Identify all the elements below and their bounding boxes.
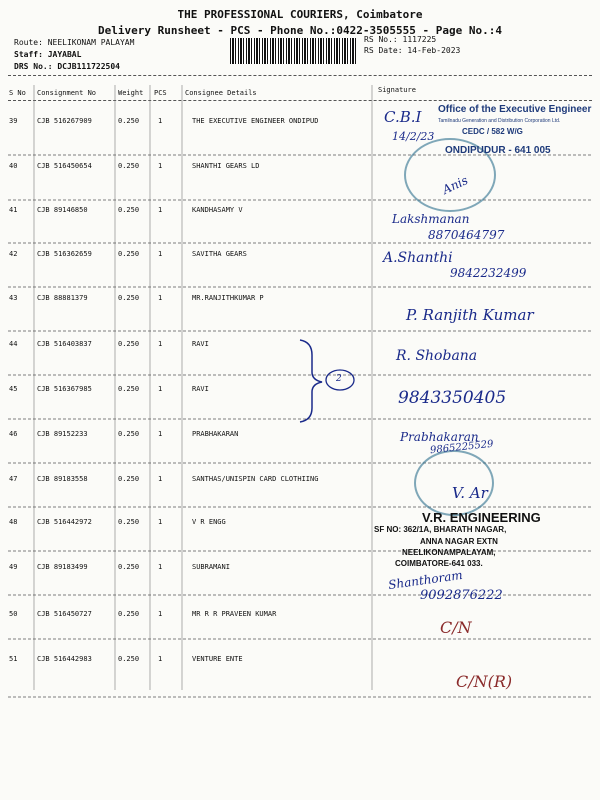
row-weight: 0.250 [118, 250, 140, 258]
row-consignee: PRABHAKARAN [192, 430, 239, 438]
row-weight: 0.250 [118, 206, 140, 214]
handwritten-note: C/N(R) [456, 672, 513, 691]
office-stamp-line1: Office of the Executive Engineer [438, 104, 592, 115]
row-pcs: 1 [158, 563, 163, 571]
row-weight: 0.250 [118, 117, 140, 125]
row-consignment-no: CJB 516450654 [37, 162, 92, 170]
row-weight: 0.250 [118, 563, 140, 571]
row-sno: 43 [9, 294, 18, 302]
row-pcs: 1 [158, 162, 163, 170]
round-stamp [414, 450, 494, 516]
row-weight: 0.250 [118, 475, 140, 483]
table-row [0, 162, 600, 206]
vr-stamp-line3: ANNA NAGAR EXTN [420, 537, 498, 546]
row-consignment-no: CJB 516450727 [37, 610, 92, 618]
brace-count: 2 [336, 374, 342, 384]
row-consignment-no: CJB 89146850 [37, 206, 88, 214]
col-weight: Weight [118, 89, 144, 97]
table-row [0, 563, 600, 607]
signature: P. Ranjith Kumar [406, 306, 534, 324]
row-sno: 49 [9, 563, 18, 571]
col-consignment: Consignment No [37, 89, 97, 97]
phone-number: 9092876222 [420, 588, 503, 603]
row-weight: 0.250 [118, 294, 140, 302]
row-weight: 0.250 [118, 655, 140, 663]
table-row [0, 340, 600, 384]
row-weight: 0.250 [118, 610, 140, 618]
row-sno: 50 [9, 610, 18, 618]
table-row [0, 430, 600, 474]
row-weight: 0.250 [118, 518, 140, 526]
row-consignment-no: CJB 516367985 [37, 385, 92, 393]
row-sno: 39 [9, 117, 18, 125]
row-consignee: THE EXECUTIVE ENGINEER ONDIPUD [192, 117, 319, 125]
table-row [0, 206, 600, 250]
row-consignment-no: CJB 516267909 [37, 117, 92, 125]
office-stamp-line3: CEDC / 582 W/G [462, 127, 523, 136]
row-consignee: KANDHASAMY V [192, 206, 243, 214]
row-consignee: SHANTHI GEARS LD [192, 162, 260, 170]
row-pcs: 1 [158, 430, 163, 438]
row-sno: 48 [9, 518, 18, 526]
row-consignee: MR.RANJITHKUMAR P [192, 294, 264, 302]
row-sno: 47 [9, 475, 18, 483]
row-weight: 0.250 [118, 162, 140, 170]
row-consignee: MR R R PRAVEEN KUMAR [192, 610, 277, 618]
office-stamp-line4: ONDIPUDUR - 641 005 [445, 145, 551, 156]
phone-number: 8870464797 [428, 228, 505, 242]
col-signature: Signature [378, 86, 416, 94]
signature: Prabhakaran [400, 430, 479, 444]
vr-stamp-line2: SF NO: 362/1A, BHARATH NAGAR, [374, 525, 507, 534]
row-sno: 42 [9, 250, 18, 258]
row-consignment-no: CJB 89183499 [37, 563, 88, 571]
page-title: THE PROFESSIONAL COURIERS, Coimbatore [177, 8, 423, 21]
row-weight: 0.250 [118, 340, 140, 348]
col-consignee: Consignee Details [185, 89, 257, 97]
row-consignment-no: CJB 516442972 [37, 518, 92, 526]
signature: V. Ar [452, 484, 488, 502]
signature: A.Shanthi [383, 250, 453, 266]
signature: Lakshmanan [392, 212, 470, 226]
row-pcs: 1 [158, 117, 163, 125]
row-consignee: VENTURE ENTE [192, 655, 243, 663]
signature: Shanthoram [387, 567, 464, 593]
vr-stamp-line5: COIMBATORE-641 033. [395, 559, 483, 568]
phone-number: 9865225529 [429, 438, 495, 457]
row-pcs: 1 [158, 385, 163, 393]
rs-number: RS No.: 1117225 [364, 35, 437, 44]
row-consignee: SAVITHA GEARS [192, 250, 247, 258]
phone-number: 9843350405 [398, 388, 507, 408]
row-sno: 51 [9, 655, 18, 663]
row-sno: 44 [9, 340, 18, 348]
signature: C.B.I [384, 108, 422, 126]
signature-date: 14/2/23 [392, 130, 435, 143]
vr-stamp-line4: NEELIKONAMPALAYAM, [402, 548, 496, 557]
row-consignment-no: CJB 516442983 [37, 655, 92, 663]
row-consignment-no: CJB 89183558 [37, 475, 88, 483]
row-pcs: 1 [158, 294, 163, 302]
row-consignment-no: CJB 516362659 [37, 250, 92, 258]
row-consignee: V R ENGG [192, 518, 226, 526]
row-sno: 45 [9, 385, 18, 393]
row-pcs: 1 [158, 250, 163, 258]
row-pcs: 1 [158, 655, 163, 663]
row-consignment-no: CJB 89152233 [37, 430, 88, 438]
row-pcs: 1 [158, 610, 163, 618]
row-consignee: RAVI [192, 385, 209, 393]
table-row [0, 610, 600, 654]
row-pcs: 1 [158, 206, 163, 214]
rs-date: RS Date: 14-Feb-2023 [364, 46, 461, 55]
row-weight: 0.250 [118, 430, 140, 438]
vr-stamp-line1: V.R. ENGINEERING [422, 510, 541, 525]
row-consignment-no: CJB 516403837 [37, 340, 92, 348]
signature: Anis [440, 173, 471, 197]
row-sno: 41 [9, 206, 18, 214]
row-sno: 40 [9, 162, 18, 170]
handwritten-note: C/N [440, 618, 472, 637]
row-pcs: 1 [158, 518, 163, 526]
office-stamp-line2: Tamilnadu Generation and Distribution Corporation Ltd. [438, 118, 561, 124]
signature: R. Shobana [396, 348, 478, 364]
row-pcs: 1 [158, 340, 163, 348]
route-label: Route: NEELIKONAM PALAYAM [14, 38, 135, 47]
table-row [0, 385, 600, 429]
row-weight: 0.250 [118, 385, 140, 393]
row-sno: 46 [9, 430, 18, 438]
col-sno: S No [9, 89, 26, 97]
row-consignee: RAVI [192, 340, 209, 348]
drs-number: DRS No.: DCJB111722504 [14, 62, 120, 71]
row-pcs: 1 [158, 475, 163, 483]
row-consignee: SUBRAMANI [192, 563, 230, 571]
row-consignment-no: CJB 88881379 [37, 294, 88, 302]
row-consignee: SANTHAS/UNISPIN CARD CLOTHIING [192, 475, 319, 483]
staff-label: Staff: JAYABAL [14, 50, 82, 59]
phone-number: 9842232499 [450, 266, 527, 280]
page-subtitle: Delivery Runsheet - PCS - Phone No.:0422-3505555 - Page No.:4 [98, 24, 502, 37]
col-pcs: PCS [154, 89, 167, 97]
